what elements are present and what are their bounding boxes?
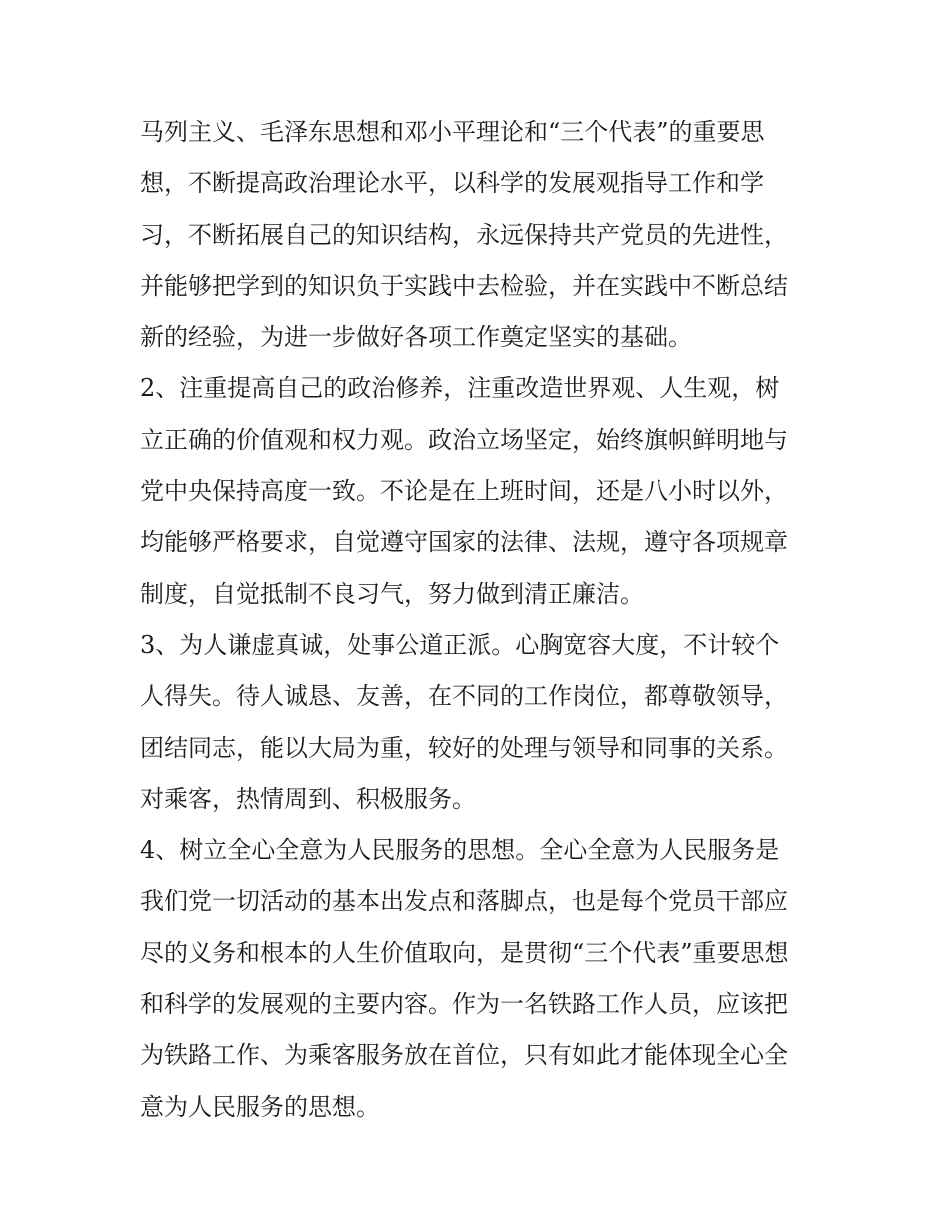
text-line: 想，不断提高政治理论水平，以科学的发展观指导工作和学 [140, 169, 764, 198]
text-line: 对乘客，热情周到、积极服务。 [140, 784, 476, 813]
document-body [140, 107, 820, 1133]
text-line: 为铁路工作、为乘客服务放在首位，只有如此才能体现全心全 [140, 1041, 788, 1070]
text-line: 3、为人谦虚真诚，处事公道正派。心胸宽容大度，不计较个 [140, 630, 780, 659]
text-line: 4、树立全心全意为人民服务的思想。全心全意为人民服务是 [140, 836, 780, 865]
text-line: 党中央保持高度一致。不论是在上班时间，还是八小时以外， [140, 477, 788, 506]
text-line: 人得失。待人诚恳、友善，在不同的工作岗位，都尊敬领导， [140, 682, 788, 711]
text-line: 立正确的价值观和权力观。政治立场坚定，始终旗帜鲜明地与 [140, 425, 788, 454]
text-line: 并能够把学到的知识负于实践中去检验，并在实践中不断总结 [140, 271, 788, 300]
text-line: 2、注重提高自己的政治修养，注重改造世界观、人生观，树 [140, 374, 780, 403]
text-line: 意为人民服务的思想。 [140, 1092, 380, 1121]
text-line: 和科学的发展观的主要内容。作为一名铁路工作人员，应该把 [140, 990, 788, 1019]
text-line: 均能够严格要求，自觉遵守国家的法律、法规，遵守各项规章 [140, 528, 788, 557]
text-line: 尽的义务和根本的人生价值取向，是贯彻“三个代表”重要思想 [140, 938, 789, 967]
text-line: 马列主义、毛泽东思想和邓小平理论和“三个代表”的重要思 [140, 118, 765, 146]
text-line: 习，不断拓展自己的知识结构，永远保持共产党员的先进性， [140, 220, 788, 249]
text-line: 制度，自觉抵制不良习气，努力做到清正廉洁。 [140, 579, 644, 608]
text-line: 我们党一切活动的基本出发点和落脚点，也是每个党员干部应 [140, 887, 788, 916]
text-line: 新的经验，为进一步做好各项工作奠定坚实的基础。 [140, 323, 692, 352]
text-line: 团结同志，能以大局为重，较好的处理与领导和同事的关系。 [140, 733, 788, 762]
